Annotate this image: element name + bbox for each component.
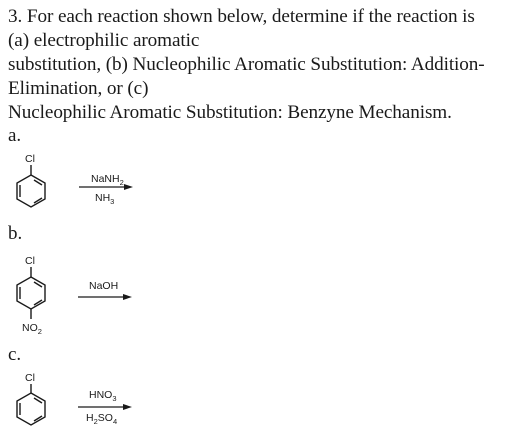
chloronitrobenzene-b	[17, 255, 45, 336]
chlorobenzene-a	[17, 153, 45, 207]
nitro-label-b: $NO_2$	[22, 322, 42, 336]
chlorine-label-b: Cl	[25, 255, 35, 267]
reagents-b	[78, 280, 132, 300]
part-label-c: c.	[8, 344, 22, 365]
benzene-ring-c	[17, 393, 45, 425]
reagents-c	[78, 389, 132, 426]
reaction-b	[17, 255, 132, 336]
reagents-a	[79, 173, 133, 206]
question-line-1: 3. For each reaction shown below, determine if the reaction is	[8, 6, 475, 27]
benzene-ring-b	[17, 277, 45, 309]
chlorine-label-a: Cl	[25, 153, 35, 165]
reagent-below-a: $NH_3$	[95, 192, 115, 206]
reagent-above-c: $HNO_3$	[89, 389, 117, 403]
arrow-head-a	[124, 184, 133, 190]
reagent-above-b: NaOH	[89, 280, 119, 292]
question-line-5: Nucleophilic Aromatic Substitution: Benzyne Mechanism.	[8, 102, 452, 123]
reagent-below-c: $H_2SO_4$	[86, 412, 118, 426]
chlorine-label-c: Cl	[25, 372, 35, 384]
chlorobenzene-c	[17, 372, 45, 425]
arrow-head-c	[123, 404, 132, 410]
question-line-3: substitution, (b) Nucleophilic Aromatic Substitution: Addition-	[8, 54, 485, 75]
part-label-a: a.	[8, 125, 22, 146]
question-line-4: Elimination, or (c)	[8, 78, 149, 99]
benzene-ring-a	[17, 175, 45, 207]
reaction-c	[17, 372, 132, 426]
part-label-b: b.	[8, 223, 23, 244]
question-line-2: (a) electrophilic aromatic	[8, 30, 200, 51]
arrow-head-b	[123, 294, 132, 300]
reagent-above-a: NaNH$_2$	[91, 173, 124, 187]
reaction-a	[17, 153, 133, 207]
